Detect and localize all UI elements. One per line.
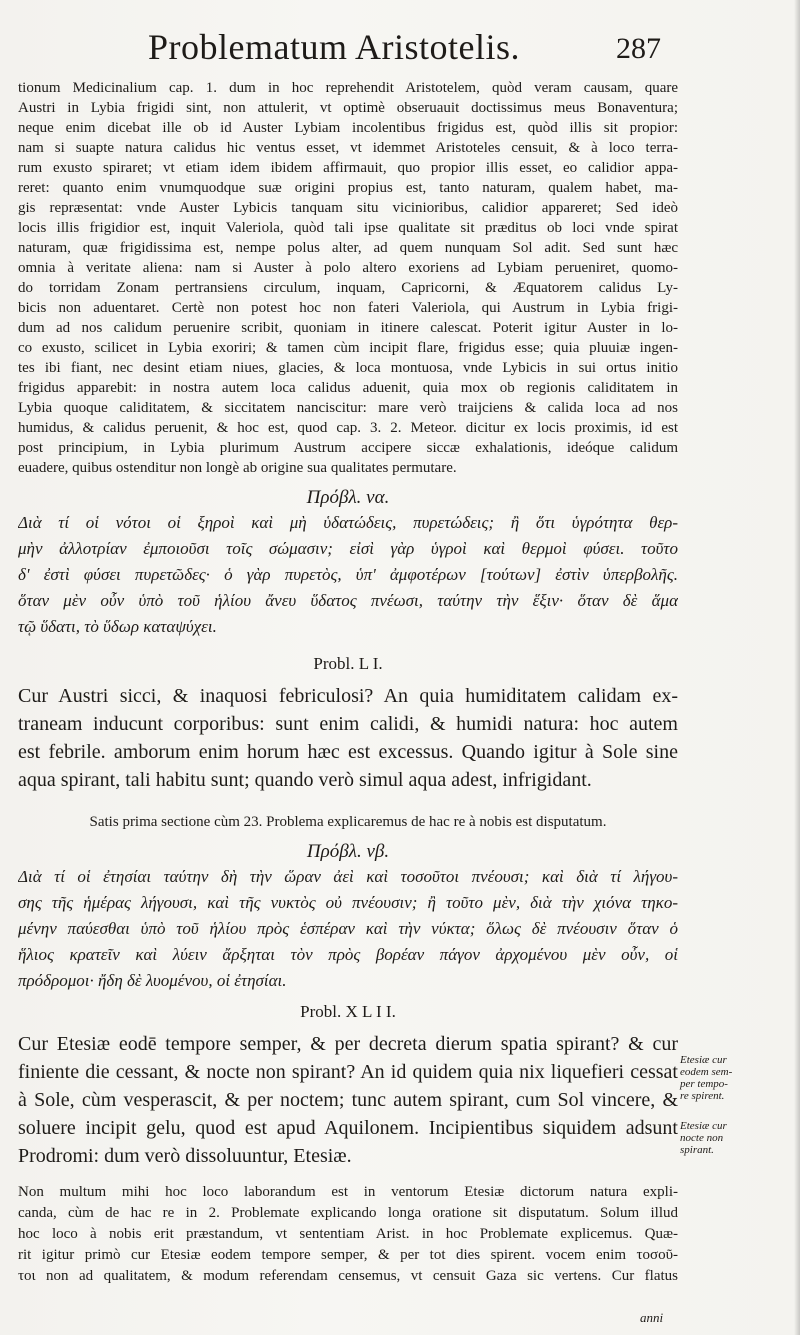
commentary-paragraph-1 [18, 78, 678, 478]
text-line: dum ad nos calidum peruenire scribit, quoniam in itinere calescat. Poterit igitur Auster in lo- [18, 320, 678, 336]
greek-line: δ' ἐστὶ φύσει πυρετῶδες· ὁ γὰρ πυρετὸς, ὑπ' ἀμφοτέρων [τούτων] ἐστὶν ὑπερβολῆς. [18, 565, 678, 584]
text-line: nam si suapte natura calidus hic ventus esset, vt idemmet Aristoteles censuit, & à loco terra- [18, 140, 678, 156]
greek-line: μένην παύεσθαι ὑπὸ τοῦ ἡλίου πρὸς ἑσπέραν καὶ τὴν νύκτα; ὅλως δὲ πνέουσιν ὅταν ὁ [18, 919, 678, 938]
latin-line: traneam inducunt corporibus: sunt enim calidi, & humidi natura: hoc autem [18, 713, 678, 735]
greek-problem-heading-51: Πρόβλ. να. [306, 487, 390, 508]
latin-line: à Sole, cùm vesperascit, & per noctem; tunc autem spirant, cum Sol vincere, & [18, 1089, 678, 1111]
text-line: Lybia quoque caliditatem, & siccitatem nanciscitur: mare verò traijciens & calida loca ad nos [18, 400, 678, 416]
text-line: frigidus apparebit: in nostra autem loca calidus aduenit, quia mox ob regionis caliditatem in [18, 380, 678, 396]
text-line: rum exusto spiraret; vt etiam idem ibidem affirmauit, quo propior illis esset, eo calidior appa- [18, 160, 678, 176]
text-line: Non multum mihi hoc loco laborandum est in ventorum Etesiæ dictorum natura expli- [18, 1184, 678, 1200]
page-header [0, 26, 800, 80]
margin-note-line: eodem sem- [680, 1066, 733, 1078]
text-line: canda, cùm de hac re in 2. Problemate explicando longa oratione sit disputatum. Solum illud [18, 1205, 678, 1221]
greek-line: τῷ ὕδατι, τὸ ὕδωρ καταψύχει. [18, 617, 217, 636]
latin-line: Cur Austri sicci, & inaquosi febriculosi? An quia humiditatem calidam ex- [18, 685, 678, 707]
text-line: Austri in Lybia frigidi sint, non attulerit, vt optimè obseruauit doctissimus meus Bonaventura; [18, 100, 678, 116]
running-title: Problematum Aristotelis. [148, 27, 520, 67]
greek-line: πρόδρομοι· ἤδη δὲ λυομένου, οἱ ἐτησίαι. [18, 971, 287, 990]
latin-line: finiente die cessant, & nocte non spirant? An id quidem quia nix liquefieri cessat [18, 1061, 678, 1083]
greek-line: Διὰ τί οἱ νότοι οἱ ξηροὶ καὶ μὴ ὑδατώδεις, πυρετώδεις; ἢ ὅτι ὑγρότητα θερ- [18, 513, 678, 532]
greek-line: μὴν ἀλλοτρίαν ἐμποιοῦσι τοῖς σώμασιν; εἰσὶ γὰρ ὑγροὶ καὶ θερμοὶ φύσει. τοῦτο [18, 539, 678, 558]
text-line: locis illis frigidior est, inquit Valeriola, quòd tali ipse qualitate sit præditus ob loci vnde spirat [18, 220, 678, 236]
margin-note-line: Etesiæ cur [680, 1120, 727, 1132]
latin-line: Prodromi: dum verò dissoluuntur, Etesiæ. [18, 1145, 352, 1167]
latin-problem-heading-51: Probl. L I. [313, 654, 383, 673]
text-line: euadere, quibus ostenditur non longè ab origine sua qualitates permutare. [18, 460, 457, 476]
greek-problem-text-51 [18, 510, 678, 640]
latin-problem-text-42 [18, 1030, 678, 1170]
greek-problem-text-52 [18, 864, 678, 994]
catchword: anni [640, 1310, 664, 1325]
text-line: tionum Medicinalium cap. 1. dum in hoc reprehendit Aristotelem, quòd veram causam, quare [18, 80, 678, 96]
text-line: neque enim dicebat ille ob id Auster Lybiam incolentibus frigidus est, quòd illis sit propior: [18, 120, 678, 136]
greek-line: Διὰ τί οἱ ἐτησίαι ταύτην δὴ τὴν ὥραν ἀεὶ καὶ τοσοῦτοι πνέουσι; καὶ διὰ τί λήγου- [18, 867, 678, 886]
greek-line: ὅταν μὲν οὖν ὑπὸ τοῦ ἡλίου ἄνευ ὕδατος πνέωσι, ταύτην τὴν ἕξιν· ὅταν δὲ ἅμα [18, 591, 678, 610]
latin-line: est febrile. amborum enim horum hæc est excessus. Quando igitur à Sole sine [18, 741, 678, 763]
text-line: co exusto, scilicet in Lybia exoriri; & tamen cùm incipit flare, frigidus esse; quia pluuiæ ingen- [18, 340, 678, 356]
greek-line: ἥλιος κρατεῖν καὶ λύειν ἄρξηται τὸν πρὸς βορέαν πάγον ἀρχομένου μὲν οὖν, οἱ [18, 945, 678, 964]
latin-problem-heading-42: Probl. X L I I. [300, 1002, 396, 1021]
text-line: rit igitur primò cur Etesiæ eodem tempore semper, & per tot dies spirent. vocem enim τοσοῦ- [18, 1247, 678, 1263]
text-line: post principium, in Lybia plurimum Austrum accipere siccæ exhalationis, ideóque calidum [18, 440, 678, 456]
text-line: omnia à veritate aliena: nam si Auster à polo altero exoriens ad Lybiam perueniret, quomo- [18, 260, 678, 276]
margin-note-line: re spirent. [680, 1090, 725, 1102]
latin-line: aqua spirant, tali habitu sunt; quando verò simul aqua adest, infrigidant. [18, 769, 592, 791]
text-line: naturam, quæ frigidissima est, nempe polus alter, ad quem nunquam Sol adit. Sed sunt hæc [18, 240, 678, 256]
margin-note-line: per tempo- [680, 1078, 728, 1090]
latin-problem-text-51 [18, 682, 678, 794]
latin-line: Cur Etesiæ eodē tempore semper, & per decreta dierum spatia spirant? & cur [18, 1033, 678, 1055]
margin-note-line: spirant. [680, 1144, 714, 1156]
cross-reference-note: Satis prima sectione cùm 23. Problema explicaremus de hac re à nobis est disputatum. [89, 814, 607, 830]
page-number: 287 [616, 32, 661, 65]
latin-line: soluere incipit gelu, quod est apud Aquilonem. Incipientibus siquidem adsunt [18, 1117, 678, 1139]
margin-note-etesiae-tempore [680, 1054, 784, 1102]
text-line: tes ibi fiant, nec desint etiam niues, glacies, & loca montuosa, vnde Lybicis in sui ortus initio [18, 360, 678, 376]
margin-note-line: nocte non [680, 1132, 724, 1144]
main-text-column [18, 78, 678, 1287]
text-line: gis repræsentat: vnde Auster Lybicis tanquam situ vicinioribus, calidior appareret; Sed ideò [18, 200, 678, 216]
text-line: hoc loco à nobis erit præstandum, vt sententiam Arist. in hoc Problemate explicemus. Quæ- [18, 1226, 678, 1242]
commentary-paragraph-2 [18, 1182, 678, 1287]
text-line: reret: quanto enim vnumquodque suæ origini propius est, tanto naturam, qualem habet, ma- [18, 180, 678, 196]
margin-note-line: Etesiæ cur [680, 1054, 727, 1066]
greek-line: σης τῆς ἡμέρας λήγουσι, καὶ τῆς νυκτὸς οὐ πνέουσιν; ἢ τοῦτο μὲν, διὰ τὴν χιόνα τηκο- [18, 893, 678, 912]
margin-note-etesiae-nocte [680, 1120, 784, 1156]
text-line: humidus, & calidus peruenit, & hoc est, quod cap. 3. 2. Meteor. dicitur ex locis proximis, id est [18, 420, 678, 436]
greek-problem-heading-52: Πρόβλ. νβ. [306, 841, 390, 862]
text-line: τοι non ad qualitatem, & modum referendam censemus, vt censuit Gaza sic vertens. Cur flatus [18, 1268, 678, 1284]
text-line: bicis non aduentaret. Certè non potest hoc non fateri Valeriola, qui Austrum in Lybia frigi- [18, 300, 678, 316]
text-line: do torridam Zonam pertransiens circulum, inquam, Capricorni, & Æquatorem calidus Ly- [18, 280, 678, 296]
